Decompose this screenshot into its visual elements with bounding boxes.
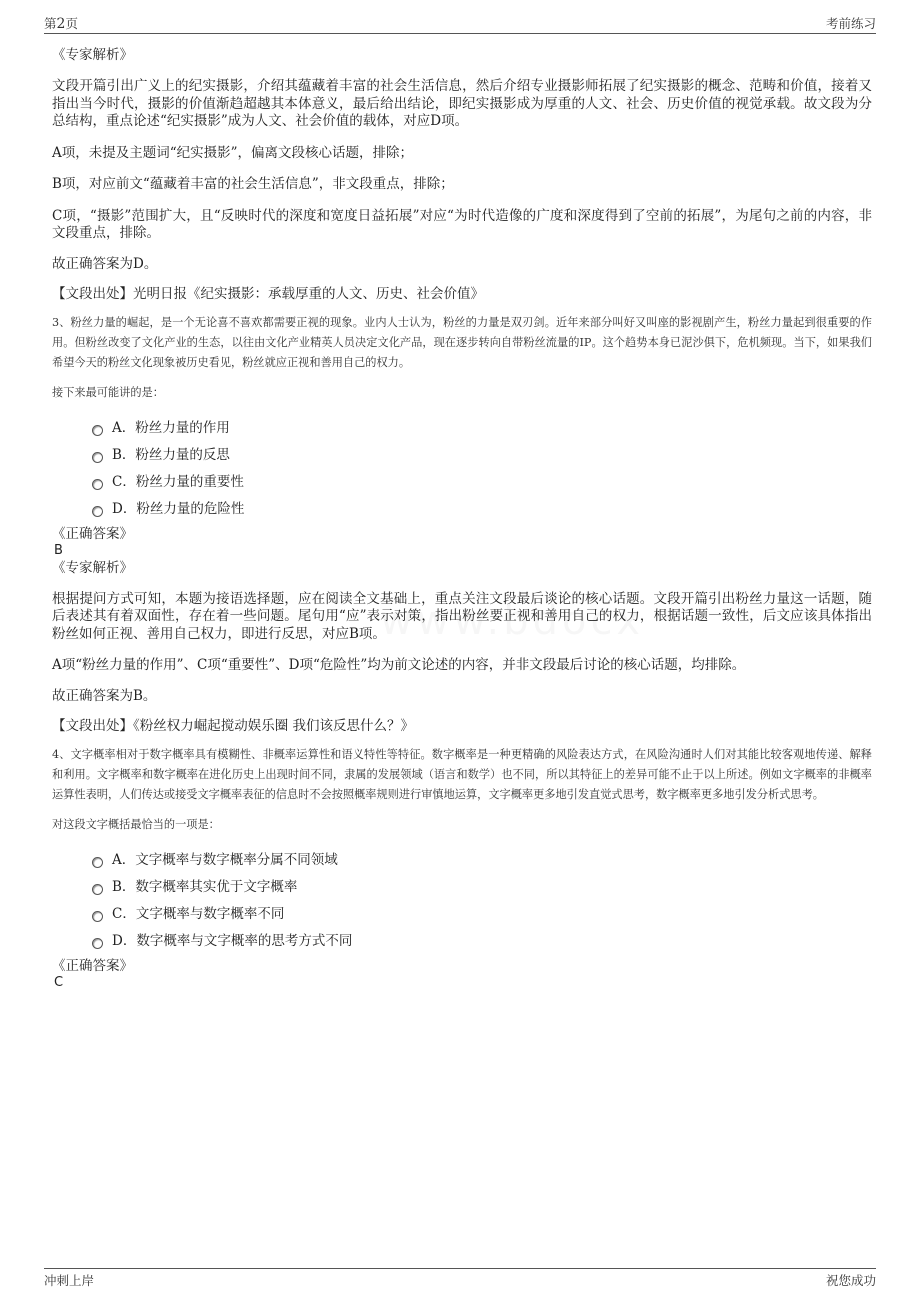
question-3-options bbox=[52, 415, 872, 523]
radio-icon[interactable] bbox=[92, 425, 103, 436]
correct-answer-label: 《正确答案》 bbox=[52, 957, 133, 974]
source-citation: 【文段出处】《粉丝权力崛起搅动娱乐圈 我们该反思什么？》 bbox=[52, 718, 415, 734]
analysis-note-c: C项，“摄影”范围扩大，且“反映时代的深度和宽度日益拓展”对应“为时代造像的广度和深度得到了空前的拓展”，为尾句之前的内容，非文段重点，排除。 bbox=[52, 207, 872, 241]
option-c[interactable]: C．粉丝力量的重要性 bbox=[92, 469, 872, 496]
question-3-stem: 3、粉丝力量的崛起，是一个无论喜不喜欢都需要正视的现象。业内人士认为，粉丝的力量是双刃剑。近年来部分叫好又叫座的影视剧产生，粉丝力量起到很重要的作用。但粉丝改变了文化产业的生态，以往由文化产业精英人员决定文化产品，现在逐步转向自带粉丝流量的IP。这个趋势本身已泥沙俱下，危机频现。当下，如果我们希望今天的粉丝文化现象被历史看见，粉丝就应正视和善用自己的权力。 bbox=[52, 315, 872, 369]
answer-conclusion: 故正确答案为B。 bbox=[52, 687, 157, 704]
header-title: 考前练习 bbox=[825, 16, 876, 31]
source-citation: 【文段出处】光明日报《纪实摄影：承载厚重的人文、历史、社会价值》 bbox=[52, 286, 484, 302]
page-header bbox=[44, 14, 876, 34]
option-b[interactable]: B．粉丝力量的反思 bbox=[92, 442, 872, 469]
question-4-stem: 4、文字概率相对于数字概率具有模糊性、非概率运算性和语义特性等特征。数字概率是一种更精确的风险表达方式，在风险沟通时人们对其能比较客观地传递、解释和利用。文字概率和数字概率在进化历史上出现时间不同，隶属的发展领域（语言和数学）也不同，所以其特征上的差异可能不止于以上所述。例如文字概率的非概率运算性表明，人们传达或接受文字概率表征的信息时不会按照概率规则进行审慎地运算，文字概率更多地引发直觉式思考，数字概率更多地引发分析式思考。 bbox=[52, 747, 872, 801]
question-4-prompt: 对这段文字概括最恰当的一项是： bbox=[52, 817, 220, 831]
option-a[interactable]: A．粉丝力量的作用 bbox=[92, 415, 872, 442]
analysis-text: 文段开篇引出广义上的纪实摄影，介绍其蕴藏着丰富的社会生活信息，然后介绍专业摄影师拓展了纪实摄影的概念、范畴和价值，接着又指出当今时代，摄影的价值渐趋超越其本体意义，最后给出结论，即纪实摄影成为厚重的人文、社会、历史价值的视觉承载。故文段为分总结构，重点论述“纪实摄影”成为人文、社会价值的载体，对应D项。 bbox=[52, 78, 872, 129]
footer-left: 冲刺上岸 bbox=[44, 1273, 95, 1288]
expert-analysis-label: 《专家解析》 bbox=[52, 47, 133, 63]
option-c[interactable]: C．文字概率与数字概率不同 bbox=[92, 901, 872, 928]
question-4-options bbox=[52, 847, 872, 955]
analysis-note: A项“粉丝力量的作用”、C项“重要性”、D项“危险性”均为前文论述的内容，并非文段最后讨论的核心话题，均排除。 bbox=[52, 657, 746, 673]
option-d[interactable]: D．粉丝力量的危险性 bbox=[92, 496, 872, 523]
radio-icon[interactable] bbox=[92, 911, 103, 922]
page-content bbox=[52, 46, 872, 991]
analysis-note-a: A项，未提及主题词“纪实摄影”，偏离文段核心话题，排除； bbox=[52, 144, 414, 161]
radio-icon[interactable] bbox=[92, 506, 103, 517]
option-a[interactable]: A．文字概率与数字概率分属不同领域 bbox=[92, 847, 872, 874]
radio-icon[interactable] bbox=[92, 452, 103, 463]
correct-answer: B bbox=[54, 542, 63, 558]
correct-answer: C bbox=[54, 974, 64, 990]
option-d[interactable]: D．数字概率与文字概率的思考方式不同 bbox=[92, 928, 872, 955]
expert-analysis-label: 《专家解析》 bbox=[52, 559, 133, 576]
option-b[interactable]: B．数字概率其实优于文字概率 bbox=[92, 874, 872, 901]
radio-icon[interactable] bbox=[92, 857, 103, 868]
correct-answer-label: 《正确答案》 bbox=[52, 525, 133, 542]
page-number: 第2页 bbox=[44, 16, 78, 32]
page-footer bbox=[44, 1268, 876, 1288]
footer-right: 祝您成功 bbox=[825, 1273, 876, 1288]
radio-icon[interactable] bbox=[92, 479, 103, 490]
radio-icon[interactable] bbox=[92, 938, 103, 949]
analysis-text: 根据提问方式可知，本题为接语选择题，应在阅读全文基础上，重点关注文段最后谈论的核心话题。文段开篇引出粉丝力量这一话题，随后表述其有着双面性，存在着一些问题。尾句用“应”表示对策，指出粉丝要正视和善用自己的权力，根据话题一致性，后文应该具体指出粉丝如何正视、善用自己权力，即进行反思，对应B项。 bbox=[52, 590, 872, 642]
question-3-prompt: 接下来最可能讲的是： bbox=[52, 385, 164, 399]
answer-conclusion: 故正确答案为D。 bbox=[52, 255, 158, 272]
analysis-note-b: B项，对应前文“蕴藏着丰富的社会生活信息”，非文段重点，排除； bbox=[52, 176, 454, 192]
radio-icon[interactable] bbox=[92, 884, 103, 895]
